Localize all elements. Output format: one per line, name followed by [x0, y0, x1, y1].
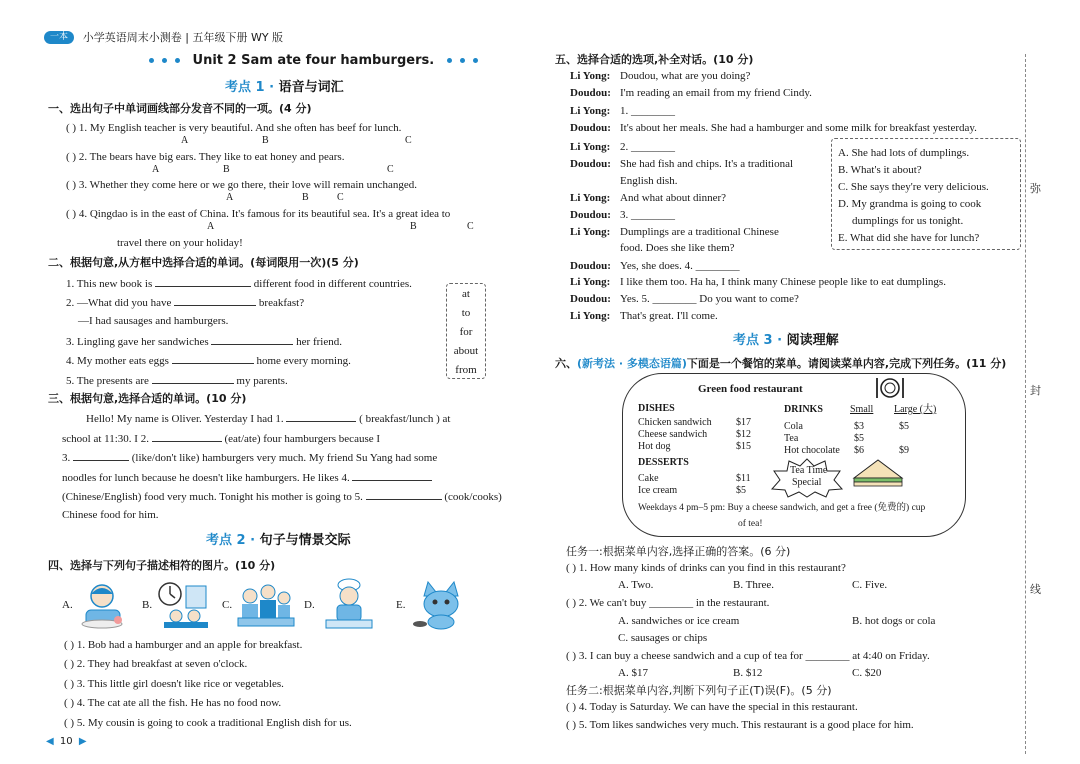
s5-opt-b: B. What's it about?	[838, 164, 922, 176]
s6-heading-tag: (新考法 · 多模态语篇)	[577, 357, 687, 370]
menu-note-1: Weekdays 4 pm–5 pm: Buy a cheese sandwich, and get a free (免费的) cup	[638, 503, 926, 513]
s5-tx-4: It's about her meals. She had a hamburger and some milk for breakfast yesterday.	[620, 122, 977, 134]
s3-l4a: noodles for lunch because he doesn't like hamburgers. He likes 4.	[62, 472, 350, 484]
s3-line-5	[62, 490, 502, 503]
s5-sp-1: Li Yong:	[570, 70, 611, 82]
s1-item-4: ( ) 4. Qingdao is in the east of China. It's famous for its beautiful sea. It's a great idea to	[66, 208, 451, 220]
s5-opt-d: D. My grandma is going to cook	[838, 198, 982, 210]
menu-drink-3-large: $9	[899, 445, 909, 456]
pic-c-family-table-icon	[236, 580, 296, 630]
s2-l1a: 1. This new book is	[66, 278, 153, 290]
s5-line-13	[570, 277, 946, 288]
task1-q1-a: A. Two.	[618, 579, 654, 591]
sandwich-icon	[852, 456, 904, 488]
menu-dessert-1-price: $11	[736, 473, 751, 484]
task1-q3: ( ) 3. I can buy a cheese sandwich and a cup of tea for ________ at 4:40 on Friday.	[566, 650, 930, 662]
s3-l5b: (cook/cooks)	[444, 491, 502, 503]
s5-sp-5: Li Yong:	[570, 141, 611, 153]
s2-line-2c: —I had sausages and hamburgers.	[78, 315, 229, 327]
s2-word-1: at	[462, 288, 470, 300]
task2-q4: ( ) 4. Today is Saturday. We can have the special in this restaurant.	[566, 701, 858, 713]
s2-line-4	[66, 354, 351, 367]
kd2-name: 句子与情景交际	[259, 533, 351, 548]
kd3-name: 阅读理解	[786, 333, 839, 348]
s5-tx-6: She had fish and chips. It's a traditional	[620, 158, 794, 170]
menu-dish-3: Hot dog	[638, 441, 671, 452]
task2-q5: ( ) 5. Tom likes sandwiches very much. This restaurant is a good place for him.	[566, 719, 914, 731]
s3-line-4	[62, 471, 432, 484]
s3-l1a: Hello! My name is Oliver. Yesterday I had 1.	[86, 413, 284, 425]
task1-q3-c: C. $20	[852, 667, 882, 679]
s2-l3b: her friend.	[296, 336, 342, 348]
s3-l1b: ( breakfast/lunch ) at	[359, 413, 451, 425]
kd1-title	[225, 81, 344, 94]
s4-item-5: ( ) 5. My cousin is going to cook a traditional English dish for us.	[64, 717, 352, 729]
s3-l2a: school at 11:30. I 2.	[62, 433, 149, 445]
menu-title: Green food restaurant	[698, 383, 803, 395]
s5-line-1	[570, 71, 750, 82]
s5-tx-15: That's great. I'll come.	[620, 310, 718, 322]
s1-heading: 一、选出句子中单词画线部分发音不同的一项。(4 分)	[48, 102, 312, 115]
menu-drink-2-small: $5	[854, 433, 864, 444]
s5-sp-14: Doudou:	[570, 293, 611, 305]
page-prev-icon: ◀	[46, 736, 54, 747]
s5-sp-15: Li Yong:	[570, 310, 611, 322]
menu-special-2: Special	[792, 477, 822, 488]
s6-heading-post: 下面是一个餐馆的菜单。请阅读菜单内容,完成下列任务。(11 分)	[686, 357, 1007, 370]
s1-mark-3b: B	[302, 192, 309, 203]
pic-d-cook-icon	[322, 578, 376, 630]
s1-mark-2b: B	[223, 164, 230, 175]
s3-l5a: (Chinese/English) food very much. Tonight his mother is going to 5.	[62, 491, 363, 503]
menu-drink-1-large: $5	[899, 421, 909, 432]
menu-drink-1: Cola	[784, 421, 803, 432]
page-num: 10	[59, 736, 73, 747]
side-char-3: 线	[1030, 583, 1041, 596]
s2-heading: 二、根据句意,从方框中选择合适的单词。(每词限用一次)(5 分)	[48, 256, 359, 269]
s3-l3a: 3.	[62, 452, 71, 464]
s5-tx-7: English dish.	[620, 175, 678, 187]
s5-heading: 五、选择合适的选项,补全对话。(10 分)	[555, 53, 754, 66]
s5-line-14	[570, 294, 799, 305]
s5-sp-6: Doudou:	[570, 158, 611, 170]
s2-l2b: breakfast?	[258, 297, 305, 309]
menu-drink-1-small: $3	[854, 421, 864, 432]
s1-mark-4c: C	[467, 221, 474, 232]
s5-tx-13: I like them too. Ha ha, I think many Chinese people like to eat dumplings.	[620, 276, 946, 288]
page-number	[46, 737, 87, 747]
s3-line-6: Chinese food for him.	[62, 509, 159, 521]
s3-line-3	[62, 451, 437, 464]
s5-line-10	[570, 227, 779, 238]
s5-line-5	[570, 142, 675, 153]
menu-dishes-heading: DISHES	[638, 403, 675, 414]
task1-q1-c: C. Five.	[852, 579, 888, 591]
s5-opt-e: E. What did she have for lunch?	[838, 232, 980, 244]
s4-heading: 四、选择与下列句子描述相符的图片。(10 分)	[48, 559, 276, 572]
menu-note-2: of tea!	[738, 519, 763, 529]
s2-l4b: home every morning.	[256, 355, 351, 367]
s6-heading-pre: 六、	[555, 357, 577, 370]
s5-line-11	[570, 243, 735, 254]
task1-heading: 任务一:根据菜单内容,选择正确的答案。(6 分)	[566, 545, 791, 558]
pic-label-a: A.	[62, 599, 73, 611]
task1-q2-c: C. sausages or chips	[618, 632, 708, 644]
s4-item-1: ( ) 1. Bob had a hamburger and an apple for breakfast.	[64, 639, 303, 651]
s2-line-1	[66, 277, 412, 290]
s5-line-8	[570, 193, 726, 204]
menu-drink-3-small: $6	[854, 445, 864, 456]
s5-line-6	[570, 159, 793, 170]
task1-q2: ( ) 2. We can't buy ________ in the restaurant.	[566, 597, 770, 609]
s4-pictures	[60, 578, 520, 632]
pic-label-d: D.	[304, 599, 315, 611]
s1-mark-2c: C	[387, 164, 394, 175]
kd3-label: 考点 3 ·	[733, 333, 783, 348]
s2-l2a: 2. —What did you have	[66, 297, 172, 309]
s5-tx-8: And what about dinner?	[620, 192, 726, 204]
s5-sp-4: Doudou:	[570, 122, 611, 134]
s1-mark-1b: B	[262, 135, 269, 146]
s2-l1b: different food in different countries.	[253, 278, 412, 290]
s5-tx-10: Dumplings are a traditional Chinese	[620, 226, 779, 238]
pic-label-e: E.	[396, 599, 406, 611]
s5-line-12	[570, 261, 740, 272]
menu-special-1: Tea Time	[790, 465, 828, 476]
pic-e-cat-icon	[412, 578, 470, 630]
s1-mark-4a: A	[207, 221, 215, 232]
task1-q3-b: B. $12	[733, 667, 763, 679]
s6-heading	[555, 358, 1006, 369]
s5-sp-10: Li Yong:	[570, 226, 611, 238]
s1-item-4-cont: travel there on your holiday!	[117, 237, 243, 249]
s1-mark-3c: C	[337, 192, 344, 203]
s3-line-2	[62, 432, 380, 445]
s5-line-7	[570, 176, 677, 187]
menu-drink-2: Tea	[784, 433, 799, 444]
menu-dessert-2: Ice cream	[638, 485, 678, 496]
menu-dish-2-price: $12	[736, 429, 751, 440]
kd1-name: 语音与词汇	[278, 80, 344, 95]
s3-heading: 三、根据句意,选择合适的单词。(10 分)	[48, 392, 247, 405]
s5-sp-3: Li Yong:	[570, 105, 611, 117]
s5-sp-2: Doudou:	[570, 87, 611, 99]
header-logo: 一本	[44, 31, 74, 44]
pic-label-b: B.	[142, 599, 153, 611]
s5-opt-a: A. She had lots of dumplings.	[838, 147, 970, 159]
s2-line-3	[66, 335, 342, 348]
s5-tx-14: Yes. 5. ________ Do you want to come?	[620, 293, 799, 305]
task1-q1-b: B. Three.	[733, 579, 775, 591]
unit-title	[145, 54, 482, 67]
s5-sp-9: Doudou:	[570, 209, 611, 221]
kd1-label: 考点 1 ·	[225, 80, 275, 95]
s5-line-2	[570, 88, 812, 99]
menu-dish-2: Cheese sandwich	[638, 429, 708, 440]
s2-l5a: 5. The presents are	[66, 375, 149, 387]
s5-opt-c: C. She says they're very delicious.	[838, 181, 989, 193]
menu-dessert-1: Cake	[638, 473, 659, 484]
s5-tx-12: Yes, she does. 4. ________	[620, 260, 740, 272]
pic-a-boy-eating-icon	[78, 580, 130, 630]
header-title: 小学英语周末小测卷 | 五年级下册 WY 版	[82, 31, 284, 44]
s1-item-2: ( ) 2. The bears have big ears. They like to eat honey and pears.	[66, 151, 345, 163]
s5-line-9	[570, 210, 675, 221]
kd2-label: 考点 2 ·	[206, 533, 256, 548]
menu-drink-3: Hot chocolate	[784, 445, 840, 456]
task1-q2-a: A. sandwiches or ice cream	[618, 615, 740, 627]
s1-item-1: ( ) 1. My English teacher is very beautiful. And she often has beef for lunch.	[66, 122, 402, 134]
pic-b-clock-breakfast-icon	[156, 580, 212, 630]
menu-dish-1-price: $17	[736, 417, 751, 428]
menu-drinks-heading: DRINKS	[784, 404, 823, 415]
kd2-title	[206, 534, 351, 547]
s5-sp-13: Li Yong:	[570, 276, 611, 288]
task1-q1: ( ) 1. How many kinds of drinks can you find in this restaurant?	[566, 562, 846, 574]
kd3-title	[733, 334, 839, 347]
s3-l3b: (like/don't like) hamburgers very much. My friend Su Yang had some	[131, 452, 438, 464]
s1-mark-1c: C	[405, 135, 412, 146]
side-char-1: 弥	[1030, 182, 1041, 195]
menu-dish-3-price: $15	[736, 441, 751, 452]
side-char-2: 封	[1030, 384, 1041, 397]
task1-q2-b: B. hot dogs or cola	[852, 615, 936, 627]
s1-mark-2a: A	[152, 164, 160, 175]
menu-dessert-2-price: $5	[736, 485, 746, 496]
s5-tx-2: I'm reading an email from my friend Cindy.	[620, 87, 812, 99]
s2-line-5	[66, 374, 288, 387]
s5-line-4	[570, 123, 977, 134]
s2-l3a: 3. Lingling gave her sandwiches	[66, 336, 209, 348]
header	[44, 31, 283, 45]
unit-title-text: Unit 2 Sam ate four hamburgers.	[192, 53, 435, 68]
s5-tx-3: 1. ________	[620, 105, 675, 117]
s1-mark-4b: B	[410, 221, 417, 232]
s2-word-3: for	[459, 326, 473, 338]
s5-opt-d2: dumplings for us tonight.	[852, 215, 964, 227]
menu-desserts-heading: DESSERTS	[638, 457, 689, 468]
s4-item-3: ( ) 3. This little girl doesn't like rice or vegetables.	[64, 678, 284, 690]
s5-line-15	[570, 311, 718, 322]
s4-item-4: ( ) 4. The cat ate all the fish. He has no food now.	[64, 697, 282, 709]
s2-l4a: 4. My mother eats eggs	[66, 355, 169, 367]
s2-word-4: about	[453, 345, 479, 357]
page-next-icon: ▶	[78, 736, 87, 747]
s2-word-5: from	[455, 364, 477, 376]
s4-item-2: ( ) 2. They had breakfast at seven o'clock.	[64, 658, 248, 670]
s1-mark-1a: A	[181, 135, 189, 146]
s2-word-2: to	[461, 307, 471, 319]
pic-label-c: C.	[222, 599, 233, 611]
s5-sp-8: Li Yong:	[570, 192, 611, 204]
plate-cutlery-icon	[874, 376, 906, 400]
s2-line-2	[66, 296, 304, 309]
s3-line-1	[86, 412, 451, 425]
s5-tx-5: 2. ________	[620, 141, 675, 153]
menu-small-heading: Small	[850, 404, 874, 415]
s1-mark-3a: A	[226, 192, 234, 203]
s5-tx-9: 3. ________	[620, 209, 675, 221]
s1-item-3: ( ) 3. Whether they come here or we go there, their love will remain unchanged.	[66, 179, 418, 191]
s2-l5b: my parents.	[236, 375, 288, 387]
s5-sp-12: Doudou:	[570, 260, 611, 272]
s5-tx-11: food. Does she like them?	[620, 242, 735, 254]
task1-q3-a: A. $17	[618, 667, 648, 679]
menu-dish-1: Chicken sandwich	[638, 417, 712, 428]
binding-line	[1025, 54, 1026, 754]
s5-tx-1: Doudou, what are you doing?	[620, 70, 751, 82]
task2-heading: 任务二:根据菜单内容,判断下列句子正(T)误(F)。(5 分)	[566, 684, 832, 697]
menu-large-heading: Large (大)	[894, 404, 937, 415]
s5-line-3	[570, 106, 675, 117]
s3-l2b: (eat/ate) four hamburgers because I	[224, 433, 381, 445]
